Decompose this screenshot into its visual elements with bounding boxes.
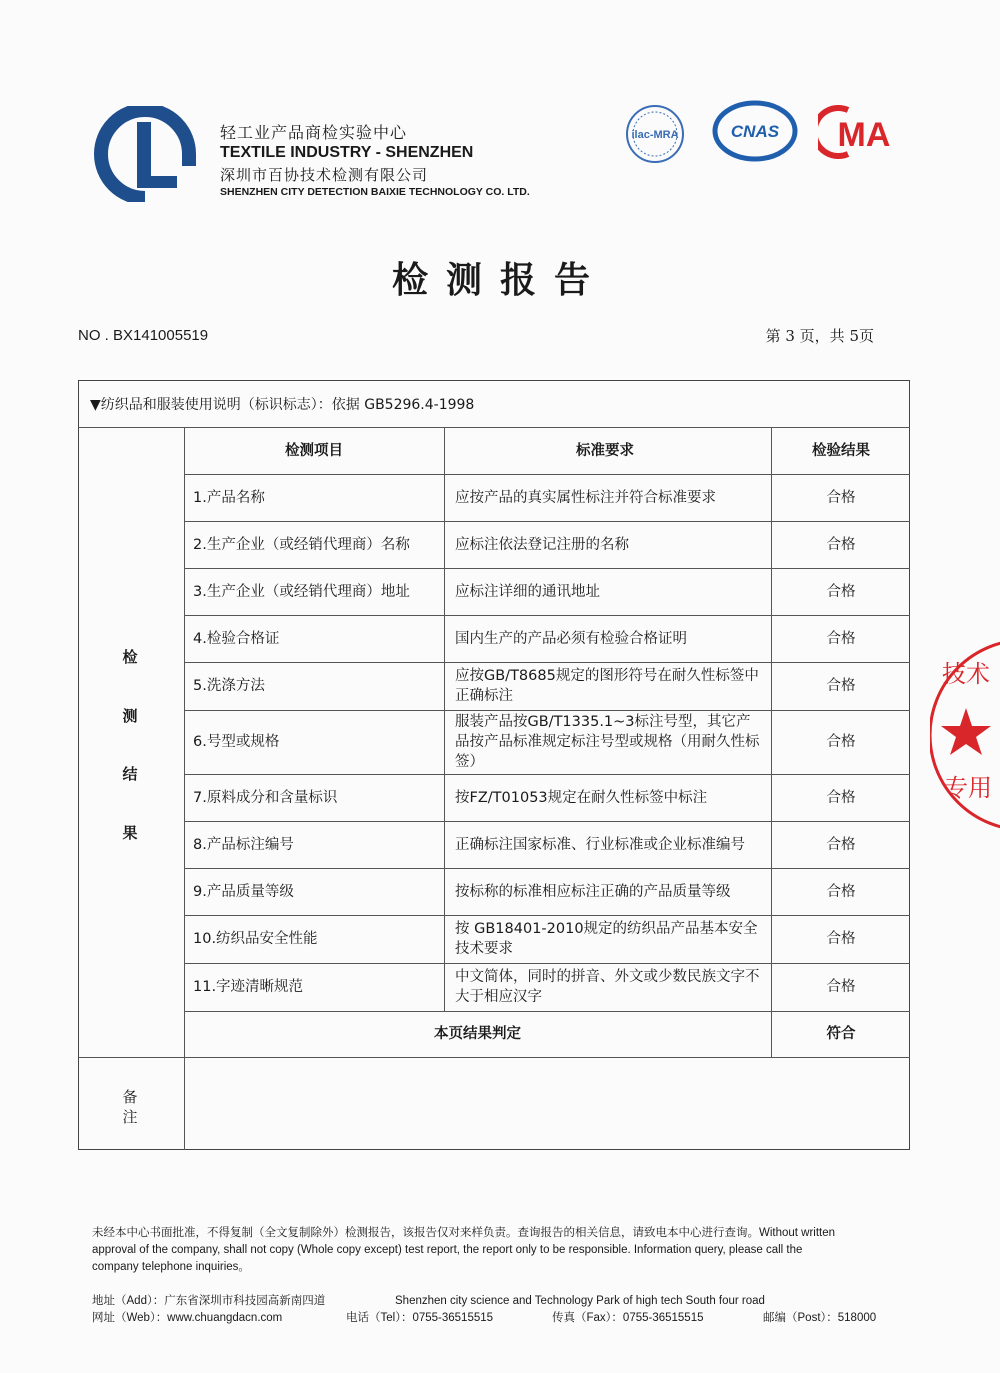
col-header-requirement: 标准要求 xyxy=(576,443,634,459)
svg-text:技术: 技术 xyxy=(942,660,990,688)
row-result: 合格 xyxy=(826,979,856,995)
cma-logo xyxy=(818,104,894,160)
row-requirement: 国内生产的产品必须有检验合格证明 xyxy=(455,630,687,647)
col-header-item: 检测项目 xyxy=(285,443,343,459)
postcode: 邮编（Post）：518000 xyxy=(763,1312,877,1324)
table-rule xyxy=(78,1057,910,1058)
row-item: 3.生产企业（或经销代理商）地址 xyxy=(193,583,410,600)
side-label-char: 测 xyxy=(122,707,138,725)
row-result: 合格 xyxy=(826,789,856,806)
row-result: 合格 xyxy=(826,489,856,506)
company-name-cn: 深圳市百协技术检测有限公司 xyxy=(220,166,429,184)
row-item: 1.产品名称 xyxy=(193,489,265,506)
section-title: ▼纺织品和服装使用说明（标识标志）：依据 GB5296.4-1998 xyxy=(90,397,475,413)
summary-label: 本页结果判定 xyxy=(434,1026,521,1042)
org-name-cn: 轻工业产品商检实验中心 xyxy=(220,123,408,142)
row-result: 合格 xyxy=(826,734,856,750)
cnas-logo xyxy=(712,100,798,162)
row-result: 合格 xyxy=(826,931,856,947)
disclaimer-line: 未经本中心书面批准，不得复制（全文复制除外）检测报告，该报告仅对来样负责。查询报告的相关信息，请致电本中心进行查询。Without written xyxy=(92,1227,836,1239)
disclaimer-line: company telephone inquiries。 xyxy=(92,1261,250,1273)
report-title: 检测报告 xyxy=(391,259,608,301)
summary-value: 符合 xyxy=(826,1026,856,1042)
address-cn: 地址（Add）：广东省深圳市科技园高新南四道 xyxy=(92,1295,326,1307)
row-requirement: 应按GB/T8685规定的图形符号在耐久性标签中正确标注 xyxy=(455,668,759,704)
telephone: 电话（Tel）：0755-36515515 xyxy=(346,1312,494,1324)
row-requirement: 应按产品的真实属性标注并符合标准要求 xyxy=(455,489,716,506)
svg-text:MA: MA xyxy=(837,116,891,154)
report-number: NO . BX141005519 xyxy=(78,327,209,344)
row-item: 7.原料成分和含量标识 xyxy=(193,789,338,806)
svg-text:专用: 专用 xyxy=(944,774,992,802)
row-requirement: 按 GB18401-2010规定的纺织品产品基本安全技术要求 xyxy=(455,921,758,957)
row-requirement: 中文简体，同时的拼音、外文或少数民族文字不大于相应汉字 xyxy=(455,969,760,1005)
row-item: 8.产品标注编号 xyxy=(193,836,294,853)
svg-text:CNAS: CNAS xyxy=(730,122,780,141)
company-logo xyxy=(92,106,198,202)
row-requirement: 正确标注国家标准、行业标准或企业标准编号 xyxy=(455,836,745,853)
company-name-en: SHENZHEN CITY DETECTION BAIXIE TECHNOLOGY CO. LTD. xyxy=(220,186,530,198)
row-result: 合格 xyxy=(826,536,856,553)
row-item: 11.字迹清晰规范 xyxy=(193,979,304,995)
remarks-label-char: 备 xyxy=(122,1088,138,1106)
address-en: Shenzhen city science and Technology Park of high tech South four road xyxy=(395,1295,765,1307)
website[interactable]: 网址（Web）：www.chuangdacn.com xyxy=(92,1312,283,1324)
row-item: 6.号型或规格 xyxy=(193,734,280,750)
side-label-char: 结 xyxy=(122,765,138,783)
disclaimer-line: approval of the company, shall not copy (Whole copy except) test report, the report only to be responsible. Information query, please call the xyxy=(92,1244,803,1256)
official-seal xyxy=(930,630,1000,840)
row-item: 4.检验合格证 xyxy=(193,630,280,647)
fax: 传真（Fax）：0755-36515515 xyxy=(552,1312,704,1324)
row-requirement: 按标称的标准相应标注正确的产品质量等级 xyxy=(455,883,731,900)
side-label-char: 果 xyxy=(122,824,138,842)
row-item: 2.生产企业（或经销代理商）名称 xyxy=(193,536,410,553)
row-result: 合格 xyxy=(826,836,856,853)
row-requirement: 应标注依法登记注册的名称 xyxy=(455,536,629,553)
row-result: 合格 xyxy=(826,630,856,647)
row-item: 5.洗涤方法 xyxy=(193,678,265,694)
row-item: 10.纺织品安全性能 xyxy=(193,931,318,947)
side-label-char: 检 xyxy=(122,648,138,666)
col-header-result: 检验结果 xyxy=(812,443,870,459)
remarks-label-char: 注 xyxy=(122,1108,138,1126)
row-result: 合格 xyxy=(826,883,856,900)
row-requirement: 应标注详细的通讯地址 xyxy=(455,583,600,600)
row-result: 合格 xyxy=(826,678,856,694)
page-indicator: 第 3 页，共 5页 xyxy=(765,327,874,345)
ilac-mra-logo xyxy=(618,102,692,166)
svg-text:ilac-MRA: ilac-MRA xyxy=(631,129,679,141)
row-item: 9.产品质量等级 xyxy=(193,883,294,900)
row-requirement: 按FZ/T01053规定在耐久性标签中标注 xyxy=(455,789,708,806)
row-requirement: 服装产品按GB/T1335.1~3标注号型，其它产品按产品标准规定标注号型或规格（用耐久性标签） xyxy=(455,714,760,770)
row-result: 合格 xyxy=(826,583,856,600)
org-name-en: TEXTILE INDUSTRY - SHENZHEN xyxy=(220,144,474,161)
